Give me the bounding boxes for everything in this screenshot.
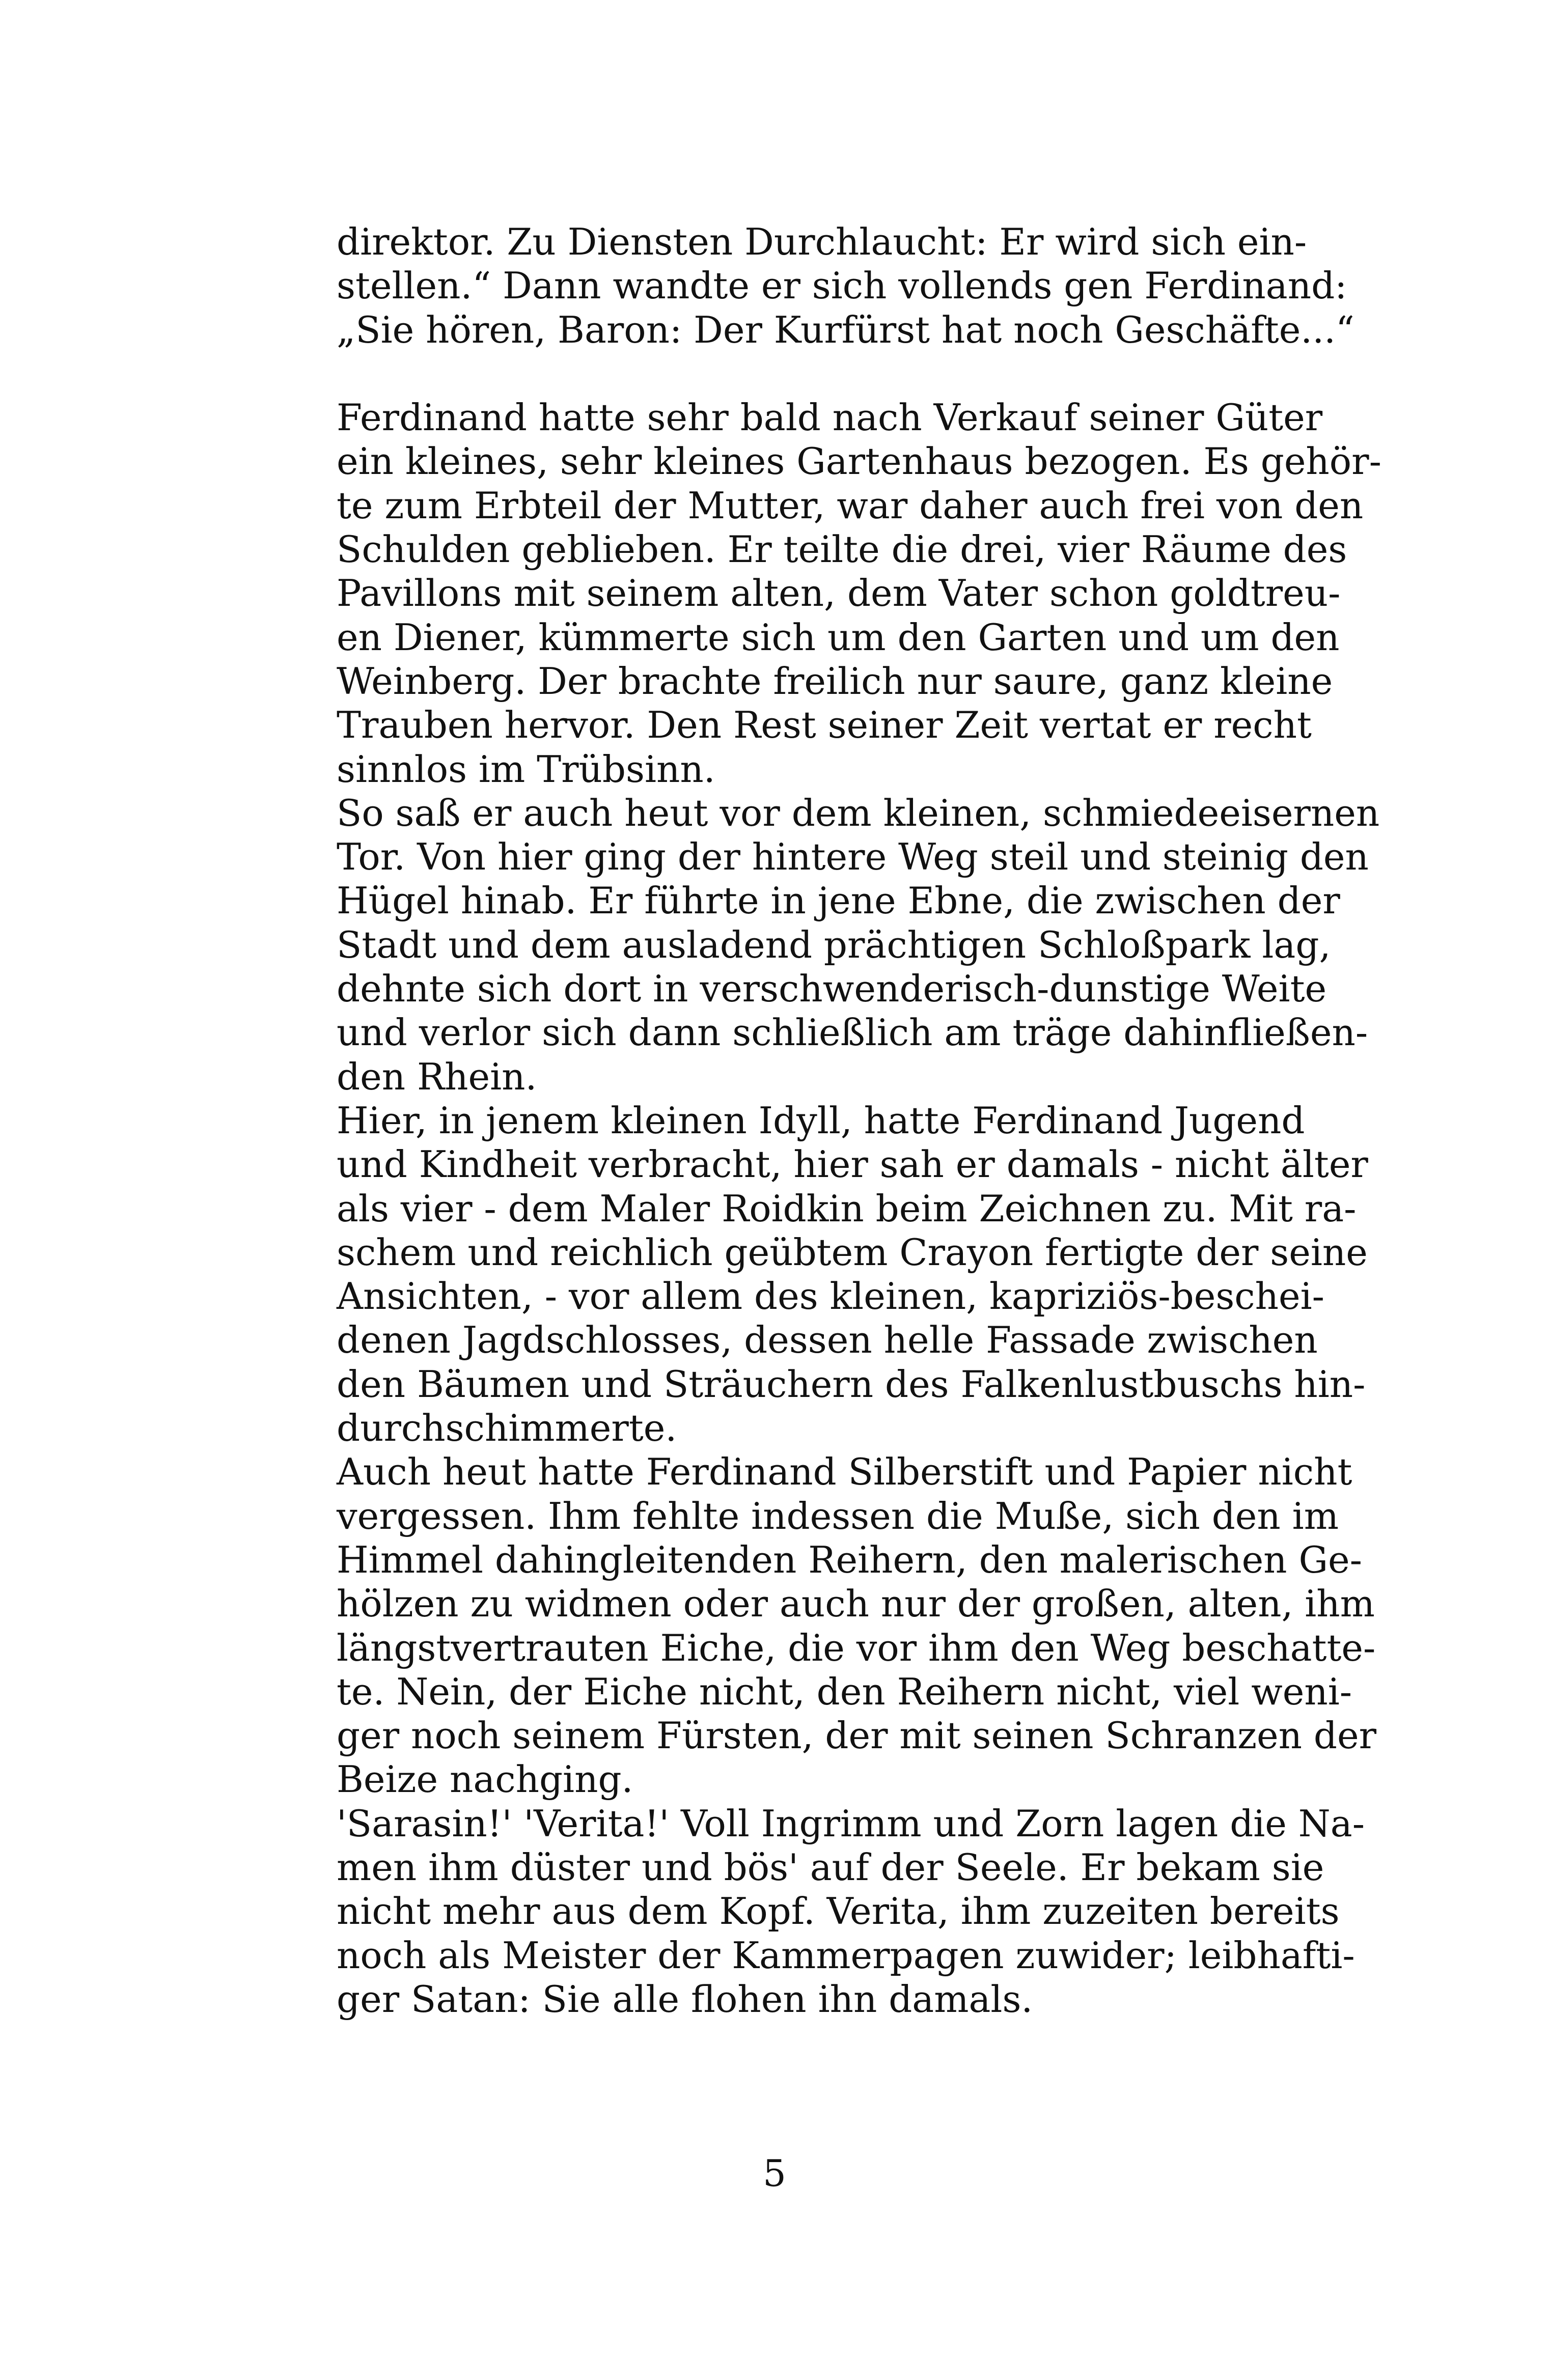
text-line: denen Jagdschlosses, dessen helle Fassade zwischen [337, 1319, 1318, 1362]
text-line: Tor. Von hier ging der hintere Weg steil und steinig den [337, 835, 1369, 879]
text-line: Weinberg. Der brachte freilich nur saure, ganz kleine [337, 659, 1333, 703]
text-line: nicht mehr aus dem Kopf. Verita, ihm zuzeiten bereits [337, 1890, 1340, 1933]
text-line: ein kleines, sehr kleines Gartenhaus bezogen. Es gehör- [337, 440, 1381, 483]
page-number: 5 [763, 2152, 786, 2195]
text-line: Hier, in jenem kleinen Idyll, hatte Ferdinand Jugend [337, 1099, 1305, 1142]
text-line: den Bäumen und Sträuchern des Falkenlustbuschs hin- [337, 1362, 1366, 1406]
text-line: Schulden geblieben. Er teilte die drei, vier Räume des [337, 528, 1347, 571]
text-line: Pavillons mit seinem alten, dem Vater schon goldtreu- [337, 572, 1341, 615]
text-line: längstvertrauten Eiche, die vor ihm den Weg beschatte- [337, 1626, 1376, 1669]
text-line: als vier - dem Maler Roidkin beim Zeichnen zu. Mit ra- [337, 1187, 1357, 1230]
text-line: Beize nachging. [337, 1758, 633, 1801]
text-line: Himmel dahingleitenden Reihern, den malerischen Ge- [337, 1538, 1362, 1581]
text-line: noch als Meister der Kammerpagen zuwider; leibhafti- [337, 1934, 1355, 1977]
text-line: vergessen. Ihm fehlte indessen die Muße, sich den im [337, 1494, 1339, 1537]
text-line: Ferdinand hatte sehr bald nach Verkauf seiner Güter [337, 396, 1323, 439]
text-line: stellen.“ Dann wandte er sich vollends gen Ferdinand: [337, 264, 1347, 307]
text-line: ger Satan: Sie alle flohen ihn damals. [337, 1977, 1033, 2021]
body-text [337, 220, 1381, 2021]
text-line: men ihm düster und bös' auf der Seele. Er bekam sie [337, 1845, 1324, 1889]
paragraph-gap [337, 352, 1274, 396]
text-line: Trauben hervor. Den Rest seiner Zeit vertat er recht [337, 704, 1312, 747]
text-line: Ansichten, - vor allem des kleinen, kapriziös-beschei- [337, 1275, 1324, 1318]
text-line: den Rhein. [337, 1055, 537, 1098]
text-line: hölzen zu widmen oder auch nur der großen, alten, ihm [337, 1582, 1375, 1626]
text-line: „Sie hören, Baron: Der Kurfürst hat noch Geschäfte...“ [337, 308, 1354, 351]
text-line: te zum Erbteil der Mutter, war daher auch frei von den [337, 484, 1364, 527]
text-line: ger noch seinem Fürsten, der mit seinen Schranzen der [337, 1714, 1377, 1757]
text-line: So saß er auch heut vor dem kleinen, schmiedeeisernen [337, 791, 1380, 834]
text-line: direktor. Zu Diensten Durchlaucht: Er wird sich ein- [337, 220, 1307, 263]
text-line: te. Nein, der Eiche nicht, den Reihern nicht, viel weni- [337, 1670, 1352, 1713]
text-line: dehnte sich dort in verschwenderisch-dunstige Weite [337, 967, 1327, 1011]
text-line: Stadt und dem ausladend prächtigen Schloßpark lag, [337, 923, 1331, 966]
text-line: und verlor sich dann schließlich am träge dahinfließen- [337, 1011, 1368, 1054]
text-line: Hügel hinab. Er führte in jene Ebne, die zwischen der [337, 879, 1340, 922]
text-line: en Diener, kümmerte sich um den Garten und um den [337, 615, 1340, 659]
text-line: 'Sarasin!' 'Verita!' Voll Ingrimm und Zorn lagen die Na- [337, 1802, 1365, 1845]
text-line: durchschimmerte. [337, 1407, 677, 1450]
text-line: Auch heut hatte Ferdinand Silberstift und Papier nicht [337, 1450, 1352, 1494]
text-line: schem und reichlich geübtem Crayon fertigte der seine [337, 1230, 1368, 1274]
text-line: und Kindheit verbracht, hier sah er damals - nicht älter [337, 1143, 1368, 1186]
text-line: sinnlos im Trübsinn. [337, 747, 715, 791]
